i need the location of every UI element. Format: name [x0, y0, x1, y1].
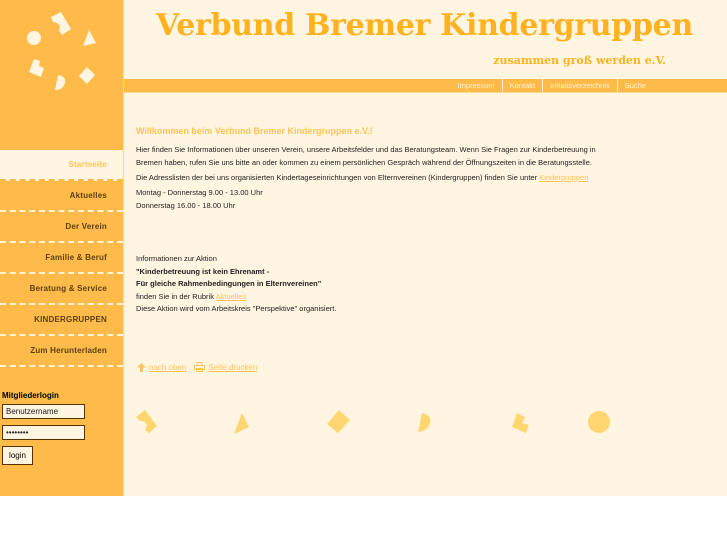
sidebar-item-der-verein[interactable]	[0, 212, 123, 243]
sidebar-item-label: KINDERGRUPPEN	[34, 315, 107, 324]
back-to-top-label: nach oben	[149, 362, 187, 372]
hours-line-2: Donnerstag 16.00 - 18.00 Uhr	[136, 201, 236, 210]
action-title-line-2: Für gleiche Rahmenbedingungen in Elternvereinen"	[136, 279, 322, 288]
top-nav-bar	[124, 79, 727, 93]
login-title: Mitgliederlogin	[2, 391, 59, 400]
intro-line-1: Hier finden Sie Informationen über unseren Verein, unsere Arbeitsfelder und das Beratungsteam. Wenn Sie Fragen zur Kinderbetreuung in	[136, 145, 596, 154]
site-title: Verbund Bremer Kindergruppen	[156, 8, 693, 43]
topnav-kontakt[interactable]: Kontakt	[502, 79, 542, 92]
sidebar	[0, 0, 123, 496]
sidebar-item-label: Der Verein	[65, 222, 107, 231]
sidebar-item-label: Zum Herunterladen	[30, 346, 107, 355]
action-section	[136, 253, 636, 316]
aktuelles-link[interactable]: Aktuelles	[215, 291, 247, 301]
username-input[interactable]	[2, 404, 85, 419]
topnav-inhaltsverzeichnis[interactable]: Inhaltsverzeichnis	[542, 79, 617, 92]
kindergruppen-link[interactable]: Kindergruppen	[539, 173, 589, 182]
sidebar-item-label: Startseite	[68, 160, 107, 169]
rubrik-line	[136, 291, 636, 304]
action-title-line-1: "Kinderbetreuung ist kein Ehrenamt -	[136, 266, 270, 276]
address-text: Die Adresslisten der bei uns organisierten Kindertageseinrichtungen von Elternvereinen (Kindergruppen) finden Sie unter	[136, 173, 538, 182]
print-page-link[interactable]	[194, 362, 257, 372]
sidebar-item-label: Beratung & Service	[29, 284, 107, 293]
welcome-heading: Willkommen beim Verbund Bremer Kindergruppen e.V.!	[136, 126, 373, 136]
sidebar-item-startseite[interactable]	[0, 150, 123, 181]
print-page-label: Seite drucken	[208, 362, 258, 372]
topnav-suche[interactable]: Suche	[617, 79, 653, 92]
login-form	[2, 391, 120, 465]
sidebar-item-label: Familie & Beruf	[45, 253, 107, 262]
sidebar-divider	[123, 0, 124, 496]
sidebar-item-familie-beruf[interactable]	[0, 243, 123, 274]
logo-shapes-icon	[0, 0, 123, 148]
intro-line-2: Bremen haben, rufen Sie uns bitte an oder kommen zu einem persönlichen Gespräch während der Öffnungszeiten in die Beratungsstelle.	[136, 158, 592, 167]
sidebar-item-beratung-service[interactable]	[0, 274, 123, 305]
decorative-shapes-icon	[130, 400, 630, 445]
topnav-impressum[interactable]: Impressum	[457, 81, 495, 90]
rubrik-text: finden Sie in der Rubrik	[136, 291, 214, 301]
sidebar-item-aktuelles[interactable]	[0, 181, 123, 212]
sidebar-item-herunterladen[interactable]	[0, 336, 123, 367]
sidebar-item-kindergruppen[interactable]	[0, 305, 123, 336]
arrow-up-icon	[137, 363, 146, 372]
top-nav	[451, 79, 653, 92]
footer-links	[137, 362, 257, 372]
sidebar-nav	[0, 150, 123, 367]
back-to-top-link[interactable]	[137, 362, 186, 372]
login-button[interactable]: login	[2, 446, 33, 465]
action-organizer: Diese Aktion wird vom Arbeitskreis "Perspektive" organisiert.	[136, 304, 337, 313]
password-input[interactable]	[2, 425, 85, 440]
sidebar-item-label: Aktuelles	[69, 191, 107, 200]
printer-icon	[194, 362, 205, 372]
hours-line-1: Montag - Donnerstag 9.00 - 13.00 Uhr	[136, 188, 263, 197]
action-intro: Informationen zur Aktion	[136, 254, 217, 263]
site-tagline: zusammen groß werden e.V.	[493, 54, 666, 67]
address-paragraph	[136, 171, 716, 184]
main-content	[136, 125, 716, 212]
